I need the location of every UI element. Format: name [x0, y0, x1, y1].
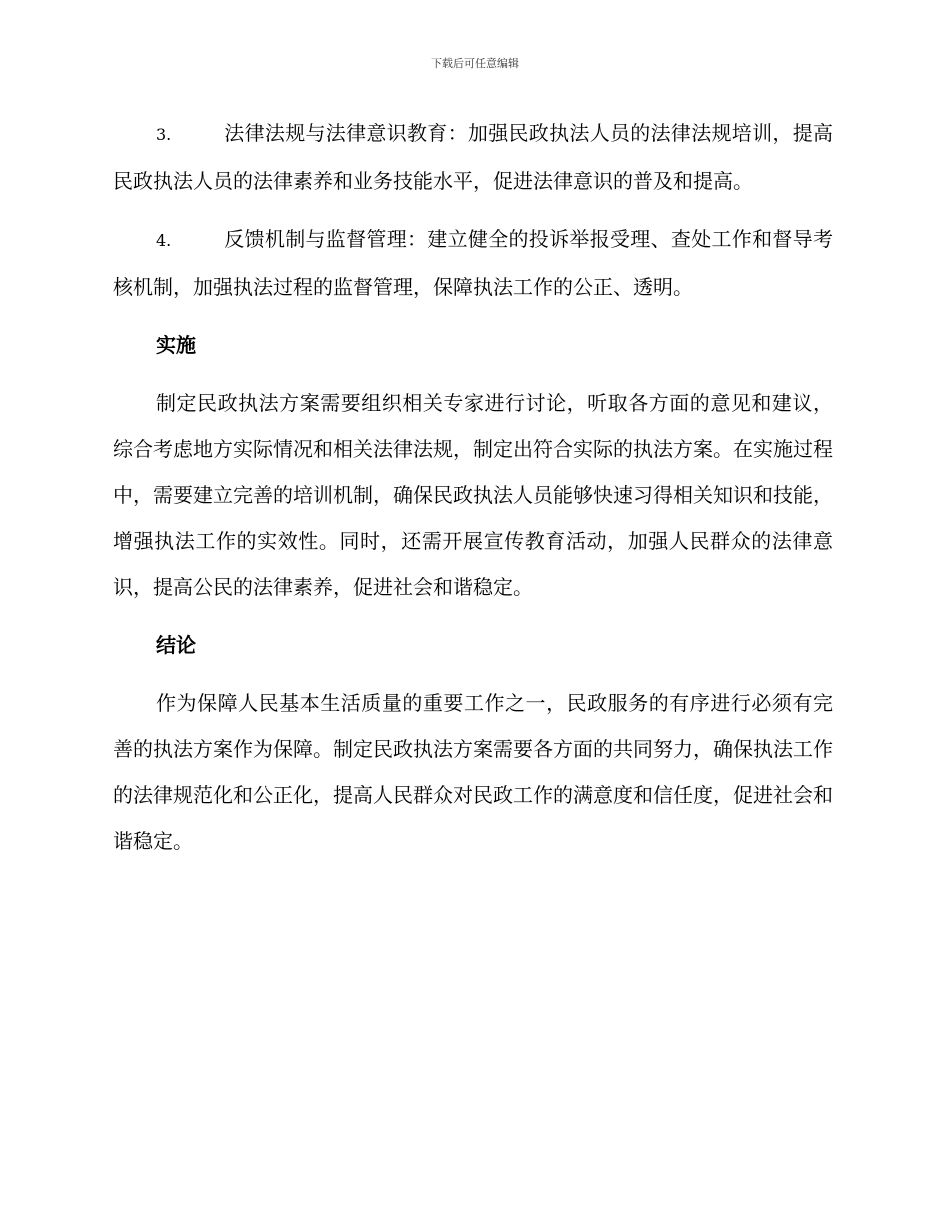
- list-item-text: 法律法规与法律意识教育：加强民政执法人员的法律法规培训，提高民政执法人员的法律素养和业务技能水平，促进法律意识的普及和提高。: [113, 121, 833, 193]
- header-note: 下载后可任意编辑: [431, 57, 519, 70]
- section-body-implementation: 制定民政执法方案需要组织相关专家进行讨论，听取各方面的意见和建议，综合考虑地方实际情况和相关法律法规，制定出符合实际的执法方案。在实施过程中，需要建立完善的培训机制，确保民政执法人员能够快速习得相关知识和技能，增强执法工作的实效性。同时，还需开展宣传教育活动，加强人民群众的法律意识，提高公民的法律素养，促进社会和谐稳定。: [113, 391, 833, 599]
- list-item-3: [113, 110, 833, 204]
- list-item-4: [113, 216, 833, 310]
- section-heading-implementation: 实施: [156, 333, 196, 357]
- section-body-conclusion: 作为保障人民基本生活质量的重要工作之一，民政服务的有序进行必须有完善的执法方案作为保障。制定民政执法方案需要各方面的共同努力，确保执法工作的法律规范化和公正化，提高人民群众对民政工作的满意度和信任度，促进社会和谐稳定。: [113, 691, 833, 853]
- list-number: 4.: [156, 231, 172, 250]
- list-number: 3.: [156, 125, 172, 144]
- section-heading-conclusion: 结论: [156, 633, 196, 657]
- list-item-text: 反馈机制与监督管理：建立健全的投诉举报受理、查处工作和督导考核机制，加强执法过程的监督管理，保障执法工作的公正、透明。: [113, 227, 833, 299]
- document-body: [113, 110, 833, 876]
